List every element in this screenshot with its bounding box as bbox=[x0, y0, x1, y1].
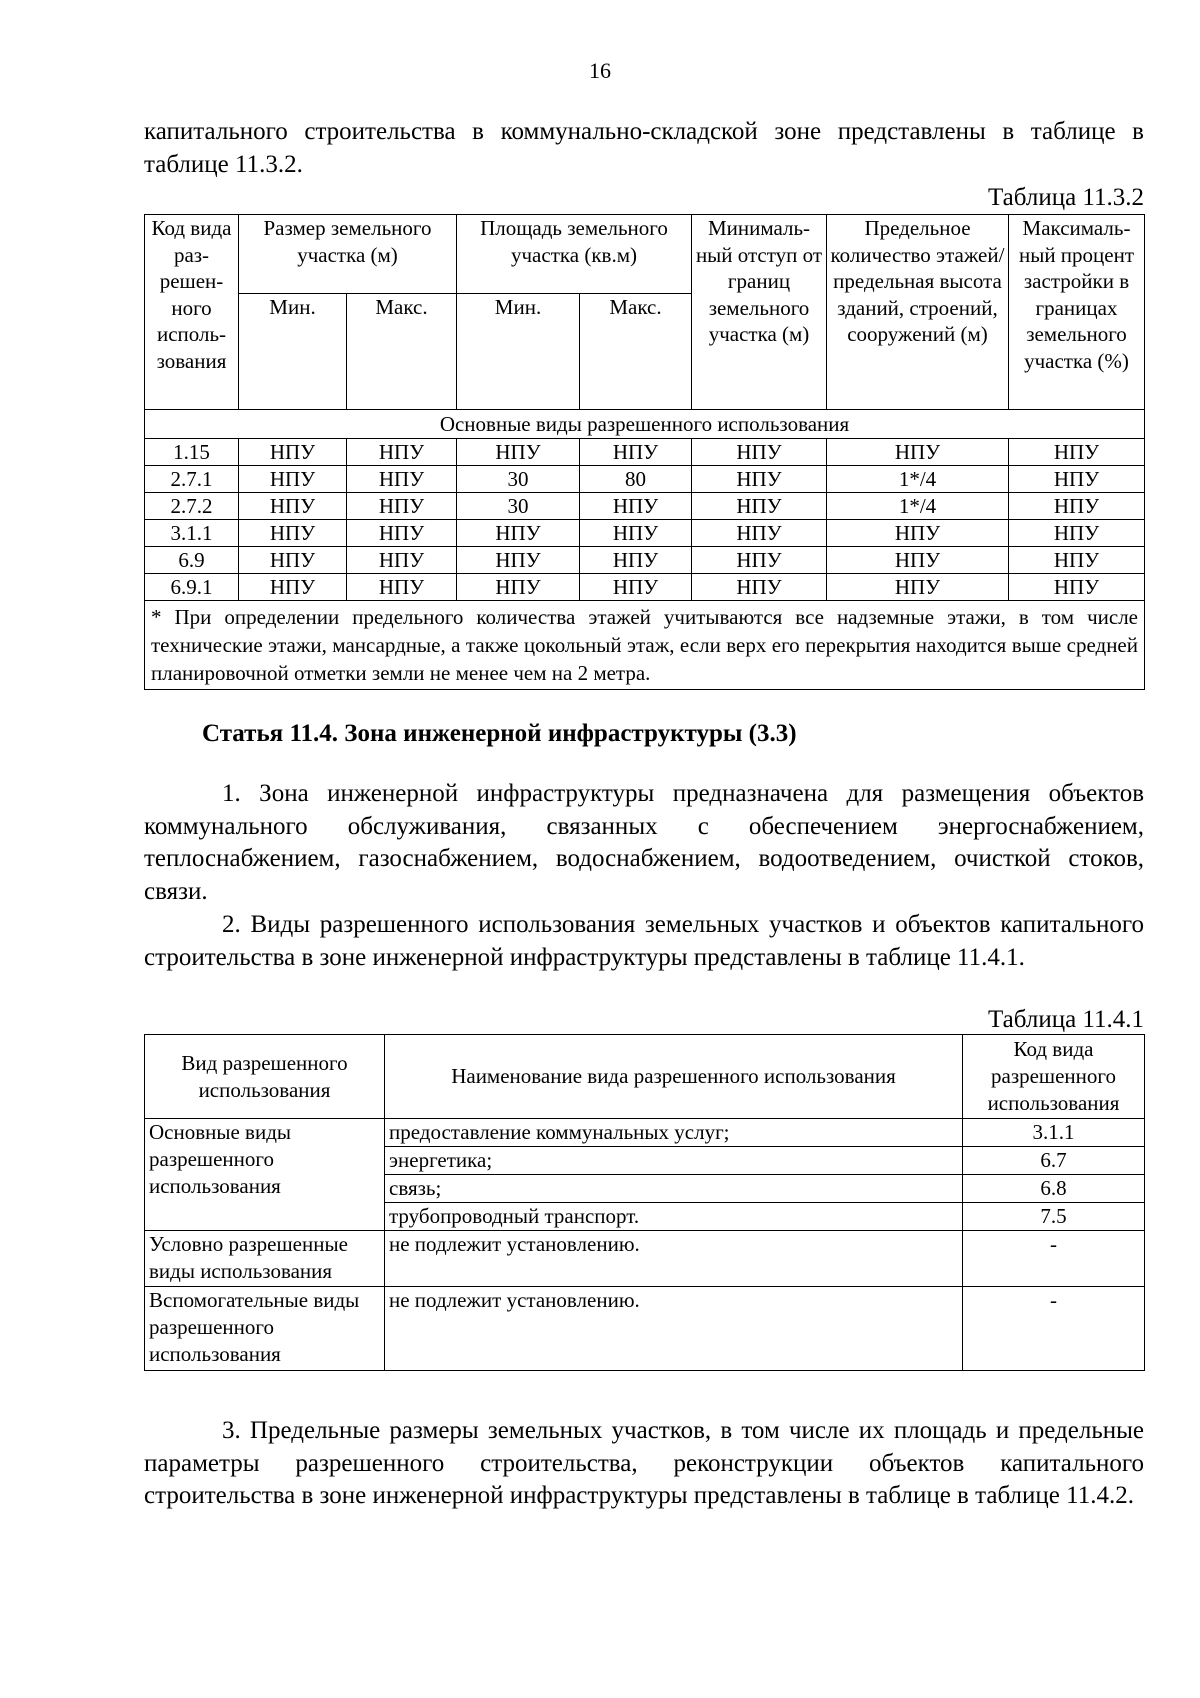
cell: НПУ bbox=[692, 439, 827, 466]
header-size-max: Макс. bbox=[347, 294, 457, 410]
cell: 2.7.1 bbox=[145, 466, 239, 493]
conditional-uses-label: Условно разрешенные виды использования bbox=[145, 1231, 385, 1287]
use-code: 6.8 bbox=[963, 1175, 1145, 1203]
use-name: трубопроводный транспорт. bbox=[385, 1203, 963, 1231]
cell: НПУ bbox=[457, 439, 580, 466]
paragraph-1: 1. Зона инженерной инфраструктуры предназначена для размещения объектов коммунального обслуживания, связанных с обеспечением энергоснабжением, теплоснабжением, газоснабжением, водоснабжением, водоотведением, очисткой стоков, связи. bbox=[144, 780, 1144, 906]
cell: НПУ bbox=[692, 547, 827, 574]
section-main-uses: Основные виды разрешенного использования bbox=[145, 410, 1145, 439]
cell: НПУ bbox=[347, 520, 457, 547]
header-kind: Вид разрешенного использования bbox=[145, 1035, 385, 1119]
conditional-uses-code: - bbox=[963, 1231, 1145, 1287]
paragraph-3: 3. Предельные размеры земельных участков, в том числе их площадь и предельные параметры разрешенного строительства, реконструкции объектов капитального строительства в зоне инженерной инфраструктуры представлены в таблице в таблице 11.4.2. bbox=[144, 1417, 1144, 1510]
cell: НПУ bbox=[239, 574, 347, 601]
header-max-percent: Максималь-ный процент застройки в границах земельного участка (%) bbox=[1009, 215, 1145, 410]
auxiliary-uses-code: - bbox=[963, 1287, 1145, 1371]
cell: НПУ bbox=[457, 574, 580, 601]
auxiliary-uses-label: Вспомогательные виды разрешенного использования bbox=[145, 1287, 385, 1371]
table-row bbox=[145, 493, 1145, 520]
cell: НПУ bbox=[1009, 547, 1145, 574]
main-uses-label: Основные виды разрешенного использования bbox=[145, 1119, 385, 1231]
cell: НПУ bbox=[1009, 520, 1145, 547]
cell: НПУ bbox=[827, 547, 1009, 574]
use-code: 7.5 bbox=[963, 1203, 1145, 1231]
cell: 6.9 bbox=[145, 547, 239, 574]
auxiliary-uses-name: не подлежит установлению. bbox=[385, 1287, 963, 1371]
paragraph-2: 2. Виды разрешенного использования земельных участков и объектов капитального строительства в зоне инженерной инфраструктуры представлены в таблице 11.4.1. bbox=[144, 911, 1144, 971]
cell: НПУ bbox=[347, 439, 457, 466]
use-name: связь; bbox=[385, 1175, 963, 1203]
cell: 30 bbox=[457, 466, 580, 493]
cell: 6.9.1 bbox=[145, 574, 239, 601]
cell: 30 bbox=[457, 493, 580, 520]
table-footnote: * При определении предельного количества этажей учитываются все надземные этажи, в том числе технические этажи, мансардные, а также цокольный этаж, если верх его перекрытия находится выше средней планировочной отметки земли не менее чем на 2 метра. bbox=[145, 601, 1145, 690]
cell: НПУ bbox=[580, 520, 692, 547]
use-code: 6.7 bbox=[963, 1147, 1145, 1175]
table-11-4-1-caption: Таблица 11.4.1 bbox=[988, 1006, 1144, 1033]
table-row bbox=[145, 574, 1145, 601]
table-row bbox=[145, 466, 1145, 493]
use-name: предоставление коммунальных услуг; bbox=[385, 1119, 963, 1147]
cell: НПУ bbox=[827, 439, 1009, 466]
header-code: Код вида разрешенного использования bbox=[963, 1035, 1145, 1119]
cell: НПУ bbox=[347, 547, 457, 574]
cell: НПУ bbox=[239, 493, 347, 520]
cell: НПУ bbox=[1009, 493, 1145, 520]
table-11-3-2 bbox=[144, 214, 1145, 690]
header-plot-area: Площадь земельного участка (кв.м) bbox=[457, 215, 692, 294]
cell: НПУ bbox=[1009, 574, 1145, 601]
cell: НПУ bbox=[347, 493, 457, 520]
cell: НПУ bbox=[580, 493, 692, 520]
cell: НПУ bbox=[580, 547, 692, 574]
table-row bbox=[145, 547, 1145, 574]
cell: 1.15 bbox=[145, 439, 239, 466]
header-area-min: Мин. bbox=[457, 294, 580, 410]
cell: НПУ bbox=[239, 520, 347, 547]
table-row bbox=[145, 520, 1145, 547]
cell: НПУ bbox=[457, 547, 580, 574]
header-code: Код вида раз-решен-ного исполь-зования bbox=[145, 215, 239, 410]
table-row bbox=[145, 439, 1145, 466]
header-max-floors: Предельное количество этажей/ предельная высота зданий, строений, сооружений (м) bbox=[827, 215, 1009, 410]
article-heading: Статья 11.4. Зона инженерной инфраструктуры (3.3) bbox=[202, 720, 797, 747]
cell: НПУ bbox=[692, 466, 827, 493]
cell: НПУ bbox=[347, 466, 457, 493]
cell: 1*/4 bbox=[827, 466, 1009, 493]
cell: НПУ bbox=[580, 574, 692, 601]
cell: НПУ bbox=[239, 547, 347, 574]
intro-paragraph: капитального строительства в коммунально-складской зоне представлены в таблице в таблице 11.3.2. bbox=[144, 118, 1144, 178]
header-plot-size: Размер земельного участка (м) bbox=[239, 215, 457, 294]
cell: 1*/4 bbox=[827, 493, 1009, 520]
cell: НПУ bbox=[827, 520, 1009, 547]
cell: НПУ bbox=[239, 439, 347, 466]
cell: НПУ bbox=[347, 574, 457, 601]
header-size-min: Мин. bbox=[239, 294, 347, 410]
header-area-max: Макс. bbox=[580, 294, 692, 410]
cell: НПУ bbox=[692, 520, 827, 547]
cell: НПУ bbox=[580, 439, 692, 466]
use-name: энергетика; bbox=[385, 1147, 963, 1175]
use-code: 3.1.1 bbox=[963, 1119, 1145, 1147]
cell: 80 bbox=[580, 466, 692, 493]
cell: НПУ bbox=[1009, 466, 1145, 493]
conditional-uses-name: не подлежит установлению. bbox=[385, 1231, 963, 1287]
cell: 2.7.2 bbox=[145, 493, 239, 520]
page-number: 16 bbox=[589, 58, 611, 83]
cell: НПУ bbox=[457, 520, 580, 547]
table-11-4-1 bbox=[144, 1034, 1145, 1371]
table-11-3-2-caption: Таблица 11.3.2 bbox=[988, 184, 1144, 211]
cell: НПУ bbox=[692, 493, 827, 520]
cell: НПУ bbox=[239, 466, 347, 493]
header-min-offset: Минималь-ный отступ от границ земельного участка (м) bbox=[692, 215, 827, 410]
cell: НПУ bbox=[692, 574, 827, 601]
cell: НПУ bbox=[827, 574, 1009, 601]
header-name: Наименование вида разрешенного использования bbox=[385, 1035, 963, 1119]
cell: 3.1.1 bbox=[145, 520, 239, 547]
cell: НПУ bbox=[1009, 439, 1145, 466]
